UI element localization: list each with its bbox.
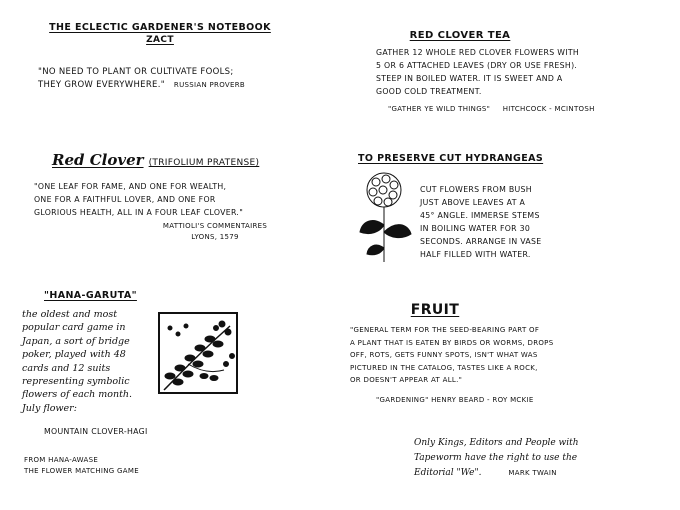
hydrangea-line-1: CUT FLOWERS FROM BUSH (420, 185, 532, 194)
hana-garuta-title: "HANA-GARUTA" (44, 290, 137, 301)
hana-garuta-source (24, 455, 224, 477)
hydrangea-line-4: IN BOILING WATER FOR 30 (420, 224, 531, 233)
clover-quote-line-1: "ONE LEAF FOR FAME, AND ONE FOR WEALTH, (34, 182, 227, 191)
hydrangeas-body (420, 183, 620, 261)
tea-line-3: STEEP IN BOILED WATER. IT IS SWEET AND A (376, 74, 563, 83)
russian-proverb (38, 66, 298, 92)
hana-line-3: Japan, a sort of bridge (22, 335, 130, 347)
red-clover-title-main: Red Clover (52, 151, 144, 169)
fruit-line-3: OFF, ROTS, GETS FUNNY SPOTS, ISN'T WHAT WAS (350, 351, 538, 359)
fruit-attribution: "GARDENING" HENRY BEARD - ROY MCKIE (376, 396, 534, 404)
hana-line-4: poker, played with 48 (22, 349, 126, 361)
notebook-subtitle: ZACT (146, 35, 174, 45)
hydrangea-line-6: HALF FILLED WITH WATER. (420, 250, 531, 259)
hana-source-line-2: THE FLOWER MATCHING GAME (24, 467, 139, 475)
hana-line-2: popular card game in (22, 322, 126, 334)
fruit-line-5: OR DOESN'T APPEAR AT ALL." (350, 376, 463, 384)
clover-quote-line-3: GLORIOUS HEALTH, ALL IN A FOUR LEAF CLOVER." (34, 208, 244, 217)
red-clover-title (52, 150, 292, 170)
mattioli-attribution (150, 221, 280, 243)
red-clover-quote (34, 180, 294, 219)
hana-line-8: July flower: (22, 402, 77, 414)
tea-quote: "GATHER YE WILD THINGS" (388, 105, 491, 113)
hydrangea-line-5: SECONDS. ARRANGE IN VASE (420, 237, 542, 246)
clover-branch-drawing-icon (158, 312, 238, 394)
fruit-line-4: PICTURED IN THE CATALOG, TASTES LIKE A ROCK, (350, 363, 538, 372)
hana-line-1: the oldest and most (22, 309, 118, 320)
notebook-header (40, 22, 280, 45)
tea-attribution (388, 104, 626, 115)
proverb-line-2: THEY GROW EVERYWHERE." (38, 80, 165, 90)
tea-author: HITCHCOCK - MCINTOSH (502, 105, 595, 113)
twain-line-2: Tapeworm have the right to use the (414, 453, 578, 463)
mattioli-line-2: LYONS, 1579 (191, 233, 239, 241)
twain-attribution: MARK TWAIN (508, 469, 557, 477)
fruit-quote (350, 324, 630, 387)
notebook-title: THE ECLECTIC GARDENER'S NOTEBOOK (49, 22, 271, 33)
red-clover-tea-body (376, 46, 626, 115)
hydrangea-drawing-icon (356, 170, 414, 266)
red-clover-title-latin: (TRIFOLIUM PRATENSE) (148, 158, 260, 168)
tea-line-4: GOOD COLD TREATMENT. (376, 87, 482, 96)
proverb-attribution: RUSSIAN PROVERB (173, 81, 245, 89)
hana-line-6: representing symbolic (22, 376, 130, 388)
hana-garuta-body (22, 308, 162, 415)
twain-line-1: Only Kings, Editors and People with (414, 438, 579, 448)
fruit-line-2: A PLANT THAT IS EATEN BY BIRDS OR WORMS, DROPS (350, 338, 554, 347)
proverb-line-1: "NO NEED TO PLANT OR CULTIVATE FOOLS; (38, 67, 234, 77)
hana-source-line-1: FROM HANA-AWASE (24, 456, 99, 464)
hana-line-5: cards and 12 suits (22, 362, 111, 374)
hydrangea-line-3: 45° ANGLE. IMMERSE STEMS (420, 211, 540, 220)
hana-garuta-flower: MOUNTAIN CLOVER-HAGI (44, 427, 148, 436)
twain-line-3: Editorial "We". (414, 468, 482, 478)
twain-quote (414, 436, 658, 481)
red-clover-tea-title: RED CLOVER TEA (409, 30, 511, 41)
mattioli-line-1: MATTIOLI'S COMMENTAIRES (162, 222, 268, 230)
fruit-title: FRUIT (410, 302, 460, 318)
clover-quote-line-2: ONE FOR A FAITHFUL LOVER, AND ONE FOR (34, 195, 216, 204)
tea-line-1: GATHER 12 WHOLE RED CLOVER FLOWERS WITH (376, 48, 580, 57)
hydrangeas-title: TO PRESERVE CUT HYDRANGEAS (358, 153, 544, 164)
tea-line-2: 5 OR 6 ATTACHED LEAVES (DRY OR USE FRESH). (376, 61, 578, 70)
fruit-line-1: "GENERAL TERM FOR THE SEED-BEARING PART OF (350, 326, 540, 334)
hana-line-7: flowers of each month. (22, 389, 133, 401)
hydrangea-line-2: JUST ABOVE LEAVES AT A (420, 198, 526, 207)
